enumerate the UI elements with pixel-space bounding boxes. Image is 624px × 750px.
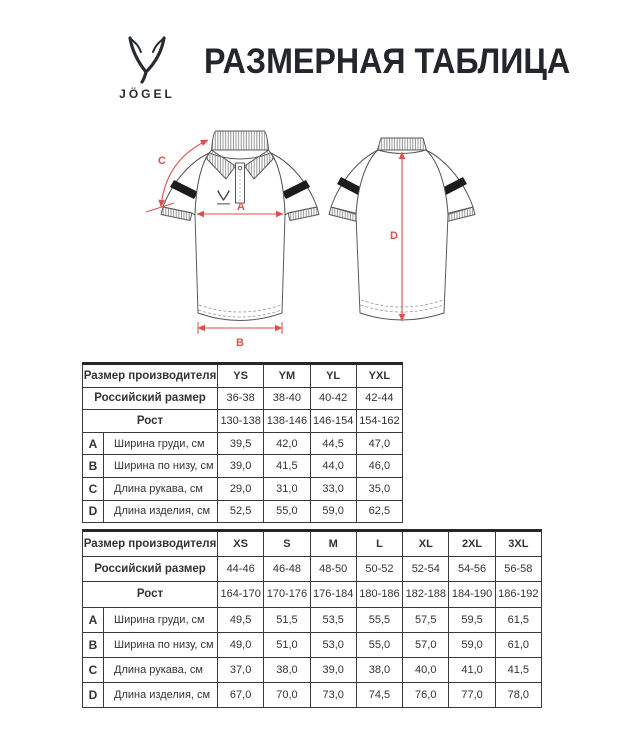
size-name-cell: YS (218, 364, 264, 388)
back-collar-band (378, 138, 427, 150)
size-table-adult (82, 529, 542, 708)
measurement-name-cell: Ширина по низу, см (104, 632, 218, 657)
size-range-cell: 180-186 (356, 582, 402, 607)
jogel-logo-icon (124, 36, 170, 84)
measurement-value-cell: 44,5 (310, 432, 356, 455)
brand-logo-text: JÖGEL (119, 87, 175, 101)
size-table-header-row (83, 582, 542, 607)
size-range-cell: 146-154 (310, 410, 356, 433)
size-name-cell: 3XL (495, 531, 541, 557)
size-table-header-row (83, 531, 542, 557)
measurement-value-cell: 38,0 (356, 657, 402, 682)
polo-shirt-diagram (110, 123, 510, 360)
measurement-value-cell: 61,5 (495, 607, 541, 632)
measurement-row (83, 657, 542, 682)
size-range-cell: 164-170 (218, 582, 264, 607)
size-range-cell: 170-176 (264, 582, 310, 607)
size-name-cell: XS (218, 531, 264, 557)
size-table-header-row (83, 557, 542, 582)
measurement-value-cell: 62,5 (356, 500, 402, 523)
size-range-cell: 38-40 (264, 387, 310, 410)
placket-button (238, 166, 242, 170)
measurement-value-cell: 41,5 (264, 455, 310, 478)
size-table-header-row (83, 364, 403, 388)
measurement-value-cell: 59,0 (310, 500, 356, 523)
size-range-cell: 186-192 (495, 582, 541, 607)
measurement-row (83, 500, 403, 523)
measurement-value-cell: 39,5 (218, 432, 264, 455)
size-range-cell: 52-54 (403, 557, 449, 582)
size-range-cell: 48-50 (310, 557, 356, 582)
size-range-cell: 50-52 (356, 557, 402, 582)
size-range-cell: 40-42 (310, 387, 356, 410)
size-range-cell: 182-188 (403, 582, 449, 607)
measurement-letter-cell: C (83, 477, 104, 500)
measurement-row (83, 607, 542, 632)
measurement-value-cell: 42,0 (264, 432, 310, 455)
measurement-value-cell: 40,0 (403, 657, 449, 682)
page-title: РАЗМЕРНАЯ ТАБЛИЦА (204, 42, 571, 81)
measurement-row (83, 683, 542, 708)
measure-label-C: C (158, 155, 166, 167)
size-range-cell: 46-48 (264, 557, 310, 582)
measurement-value-cell: 59,5 (449, 607, 495, 632)
measurement-letter-cell: A (83, 607, 104, 632)
measurement-name-cell: Длина изделия, см (104, 500, 218, 523)
measurement-letter-cell: C (83, 657, 104, 682)
front-collar-band (212, 131, 269, 150)
measure-label-A: A (237, 201, 245, 213)
size-range-cell: 36-38 (218, 387, 264, 410)
measurement-value-cell: 55,0 (356, 632, 402, 657)
size-name-cell: YL (310, 364, 356, 388)
measurement-value-cell: 46,0 (356, 455, 402, 478)
measurement-value-cell: 53,5 (310, 607, 356, 632)
measurement-value-cell: 39,0 (218, 455, 264, 478)
measurement-row (83, 477, 403, 500)
size-range-cell: 56-58 (495, 557, 541, 582)
measurement-letter-cell: D (83, 683, 104, 708)
measurement-letter-cell: B (83, 455, 104, 478)
size-range-cell: 184-190 (449, 582, 495, 607)
measurement-value-cell: 57,5 (403, 607, 449, 632)
measurement-value-cell: 49,5 (218, 607, 264, 632)
measurement-value-cell: 52,5 (218, 500, 264, 523)
polo-front-view (161, 131, 319, 321)
measurement-value-cell: 55,5 (356, 607, 402, 632)
garment-diagram (110, 123, 510, 360)
measurement-value-cell: 73,0 (310, 683, 356, 708)
measurement-value-cell: 78,0 (495, 683, 541, 708)
measurement-value-cell: 61,0 (495, 632, 541, 657)
brand-logo (104, 36, 190, 101)
size-name-cell: XL (403, 531, 449, 557)
measure-label-D: D (390, 230, 398, 242)
measurement-name-cell: Длина изделия, см (104, 683, 218, 708)
measurement-value-cell: 29,0 (218, 477, 264, 500)
measurement-value-cell: 77,0 (449, 683, 495, 708)
header-row-label: Рост (83, 582, 218, 607)
measurement-row (83, 632, 542, 657)
measurement-value-cell: 47,0 (356, 432, 402, 455)
measurement-letter-cell: D (83, 500, 104, 523)
size-table-header-row (83, 387, 403, 410)
size-range-cell: 54-56 (449, 557, 495, 582)
measurement-value-cell: 57,0 (403, 632, 449, 657)
measurement-value-cell: 51,0 (264, 632, 310, 657)
measurement-value-cell: 53,0 (310, 632, 356, 657)
measurement-name-cell: Ширина груди, см (104, 607, 218, 632)
size-name-cell: YXL (356, 364, 402, 388)
size-name-cell: L (356, 531, 402, 557)
measurement-name-cell: Длина рукава, см (104, 657, 218, 682)
measurement-value-cell: 51,5 (264, 607, 310, 632)
size-table-youth (82, 362, 403, 523)
header-row-label: Российский размер (83, 387, 218, 410)
measurement-value-cell: 33,0 (310, 477, 356, 500)
measurement-name-cell: Ширина груди, см (104, 432, 218, 455)
size-range-cell: 176-184 (310, 582, 356, 607)
header (104, 36, 602, 101)
size-range-cell: 138-146 (264, 410, 310, 433)
measurement-letter-cell: B (83, 632, 104, 657)
measurement-value-cell: 37,0 (218, 657, 264, 682)
header-row-label: Размер производителя (83, 364, 218, 388)
measurement-row (83, 455, 403, 478)
header-row-label: Рост (83, 410, 218, 433)
size-name-cell: M (310, 531, 356, 557)
measurement-name-cell: Ширина по низу, см (104, 455, 218, 478)
measurement-value-cell: 49,0 (218, 632, 264, 657)
size-name-cell: 2XL (449, 531, 495, 557)
measurement-value-cell: 38,0 (264, 657, 310, 682)
measurement-letter-cell: A (83, 432, 104, 455)
measure-label-B: B (236, 337, 244, 349)
size-name-cell: S (264, 531, 310, 557)
measurement-value-cell: 31,0 (264, 477, 310, 500)
size-range-cell: 154-162 (356, 410, 402, 433)
size-table-header-row (83, 410, 403, 433)
measurement-value-cell: 39,0 (310, 657, 356, 682)
measurement-value-cell: 67,0 (218, 683, 264, 708)
size-range-cell: 44-46 (218, 557, 264, 582)
size-range-cell: 42-44 (356, 387, 402, 410)
header-row-label: Российский размер (83, 557, 218, 582)
measurement-value-cell: 35,0 (356, 477, 402, 500)
measurement-row (83, 432, 403, 455)
measurement-value-cell: 74,5 (356, 683, 402, 708)
size-name-cell: YM (264, 364, 310, 388)
header-row-label: Размер производителя (83, 531, 218, 557)
measurement-value-cell: 55,0 (264, 500, 310, 523)
measurement-value-cell: 70,0 (264, 683, 310, 708)
measurement-value-cell: 59,0 (449, 632, 495, 657)
measurement-name-cell: Длина рукава, см (104, 477, 218, 500)
measurement-value-cell: 44,0 (310, 455, 356, 478)
measurement-value-cell: 41,0 (449, 657, 495, 682)
measurement-value-cell: 41,5 (495, 657, 541, 682)
size-range-cell: 130-138 (218, 410, 264, 433)
measurement-value-cell: 76,0 (403, 683, 449, 708)
